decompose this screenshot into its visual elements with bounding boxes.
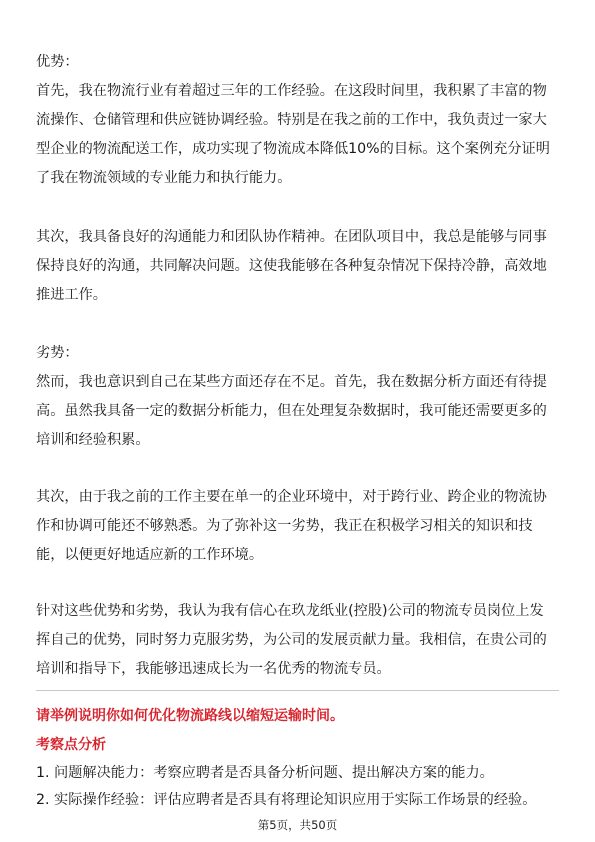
paragraph-line: 其次，我具备良好的沟通能力和团队协作精神。在团队项目中，我总是能够与同事 bbox=[36, 229, 547, 245]
paragraph-line: 针对这些优势和劣势，我认为我有信心在玖龙纸业(控股)公司的物流专员岗位上发 bbox=[36, 603, 544, 619]
interview-question: 请举例说明你如何优化物流路线以缩短运输时间。 bbox=[36, 708, 344, 724]
weaknesses-paragraph-2 bbox=[36, 483, 559, 570]
paragraph-line: 培训和经验积累。 bbox=[36, 432, 150, 448]
conclusion-paragraph bbox=[36, 597, 559, 684]
paragraph-line: 然而，我也意识到自己在某些方面还存在不足。首先，我在数据分析方面还有待提 bbox=[36, 374, 547, 390]
weaknesses-heading: 劣势： bbox=[36, 345, 79, 361]
page-number: 第5页，共50页 bbox=[257, 818, 338, 832]
strengths-section bbox=[36, 48, 559, 193]
analysis-heading: 考察点分析 bbox=[36, 737, 106, 753]
strengths-paragraph-2 bbox=[36, 223, 559, 310]
paragraph-line: 培训和指导下，我能够迅速成长为一名优秀的物流专员。 bbox=[36, 661, 391, 677]
paragraph-line: 首先，我在物流行业有着超过三年的工作经验。在这段时间里，我积累了丰富的物 bbox=[36, 83, 547, 99]
paragraph-line: 推进工作。 bbox=[36, 287, 107, 303]
paragraph-line: 能，以便更好地适应新的工作环境。 bbox=[36, 547, 264, 563]
strengths-heading: 优势： bbox=[36, 54, 79, 70]
paragraph-line: 高。虽然我具备一定的数据分析能力，但在处理复杂数据时，我可能还需要更多的 bbox=[36, 403, 547, 419]
question-section bbox=[36, 701, 559, 814]
paragraph-line: 保持良好的沟通，共同解决问题。这使我能够在各种复杂情况下保持冷静，高效地 bbox=[36, 258, 547, 274]
weaknesses-section bbox=[36, 339, 559, 455]
analysis-item: 2. 实际操作经验：评估应聘者是否具有将理论知识应用于实际工作场景的经验。 bbox=[36, 792, 537, 808]
paragraph-line: 挥自己的优势，同时努力克服劣势，为公司的发展贡献力量。我相信，在贵公司的 bbox=[36, 632, 547, 648]
analysis-item: 1. 问题解决能力：考察应聘者是否具备分析问题、提出解决方案的能力。 bbox=[36, 765, 494, 781]
paragraph-line: 流操作、仓储管理和供应链协调经验。特别是在我之前的工作中，我负责过一家大 bbox=[36, 112, 547, 128]
paragraph-line: 型企业的物流配送工作，成功实现了物流成本降低10%的目标。这个案例充分证明 bbox=[36, 141, 550, 157]
section-divider bbox=[36, 690, 559, 691]
paragraph-line: 其次，由于我之前的工作主要在单一的企业环境中，对于跨行业、跨企业的物流协 bbox=[36, 489, 547, 505]
paragraph-line: 作和协调可能还不够熟悉。为了弥补这一劣势，我正在积极学习相关的知识和技 bbox=[36, 518, 533, 534]
paragraph-line: 了我在物流领域的专业能力和执行能力。 bbox=[36, 170, 292, 186]
